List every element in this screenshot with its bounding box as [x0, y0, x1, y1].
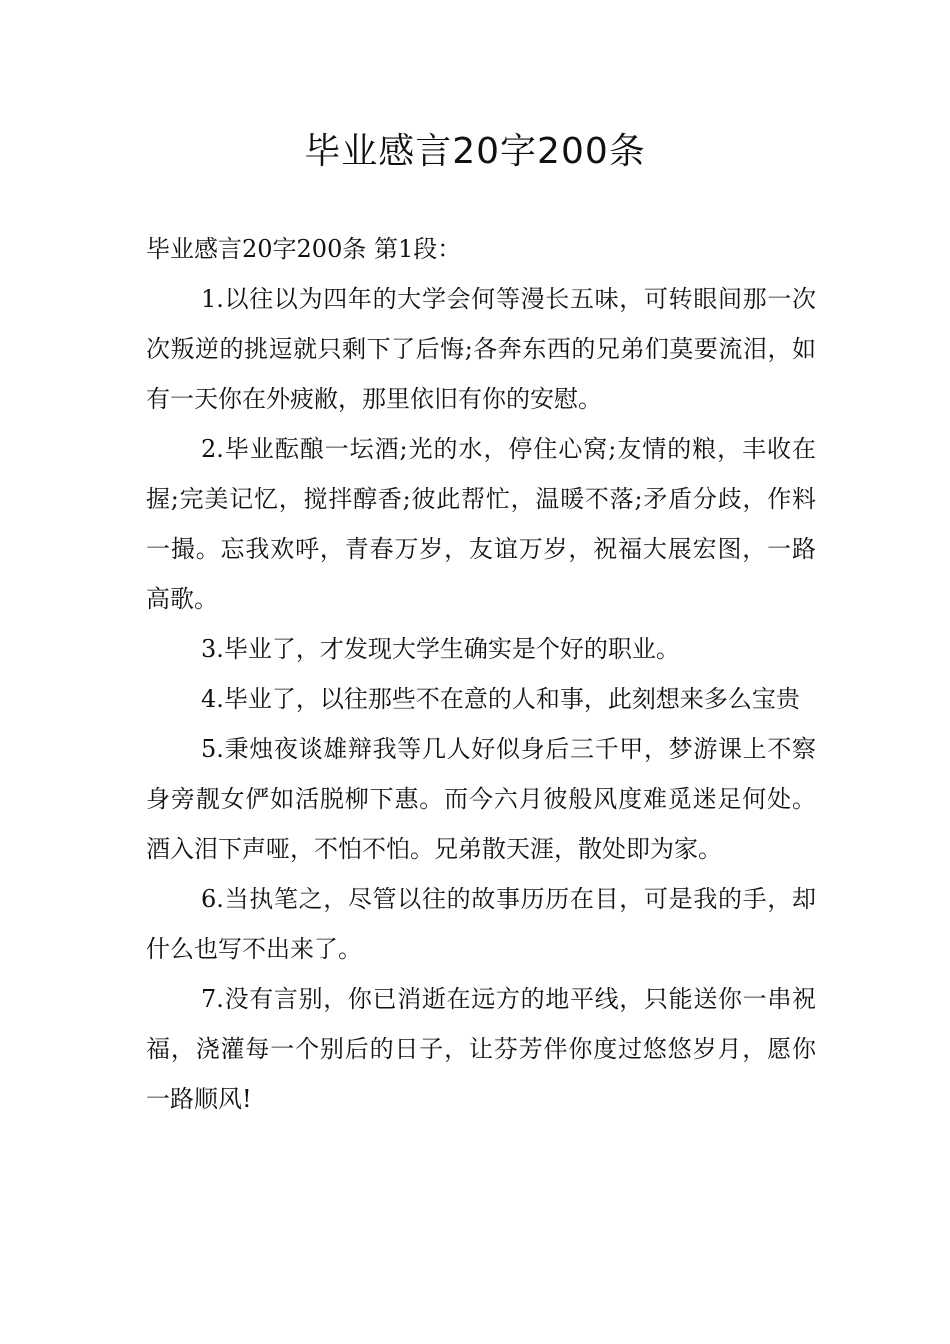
item-number: 5.	[201, 735, 224, 763]
item-text: 毕业酝酿一坛酒;光的水，停住心窝;友情的粮，丰收在握;完美记忆，搅拌醇香;彼此帮忙，温暖不落;矛盾分歧，作料一撮。忘我欢呼，青春万岁，友谊万岁，祝福大展宏图，一路高歌。	[146, 435, 816, 613]
item-number: 6.	[201, 885, 224, 913]
item-text: 秉烛夜谈雄辩我等几人好似身后三千甲，梦游课上不察身旁靓女俨如活脱柳下惠。而今六月彼般风度难觅迷足何处。酒入泪下声哑，不怕不怕。兄弟散天涯，散处即为家。	[146, 735, 816, 863]
list-item	[146, 674, 816, 724]
item-text: 当执笔之，尽管以往的故事历历在目，可是我的手，却什么也写不出来了。	[146, 885, 816, 963]
item-number: 1.	[201, 285, 224, 313]
item-number: 4.	[201, 685, 224, 713]
item-text: 以往以为四年的大学会何等漫长五味，可转眼间那一次次叛逆的挑逗就只剩下了后悔;各奔东西的兄弟们莫要流泪，如有一天你在外疲敝，那里依旧有你的安慰。	[146, 285, 816, 413]
item-text: 毕业了，才发现大学生确实是个好的职业。	[223, 635, 680, 663]
list-item	[146, 424, 816, 624]
document-body	[146, 224, 816, 1124]
section-label: 毕业感言20字200条 第1段：	[146, 235, 462, 263]
item-number: 3.	[201, 635, 224, 663]
list-item	[146, 624, 816, 674]
item-text: 没有言别，你已消逝在远方的地平线，只能送你一串祝福，浇灌每一个别后的日子，让芬芳伴你度过悠悠岁月，愿你一路顺风!	[146, 985, 816, 1113]
item-number: 2.	[201, 435, 224, 463]
item-text: 毕业了，以往那些不在意的人和事，此刻想来多么宝贵	[223, 685, 800, 713]
list-item	[146, 724, 816, 874]
list-item	[146, 274, 816, 424]
item-number: 7.	[201, 985, 224, 1013]
list-item	[146, 874, 816, 974]
page-title: 毕业感言20字200条	[304, 131, 646, 172]
list-item	[146, 974, 816, 1124]
